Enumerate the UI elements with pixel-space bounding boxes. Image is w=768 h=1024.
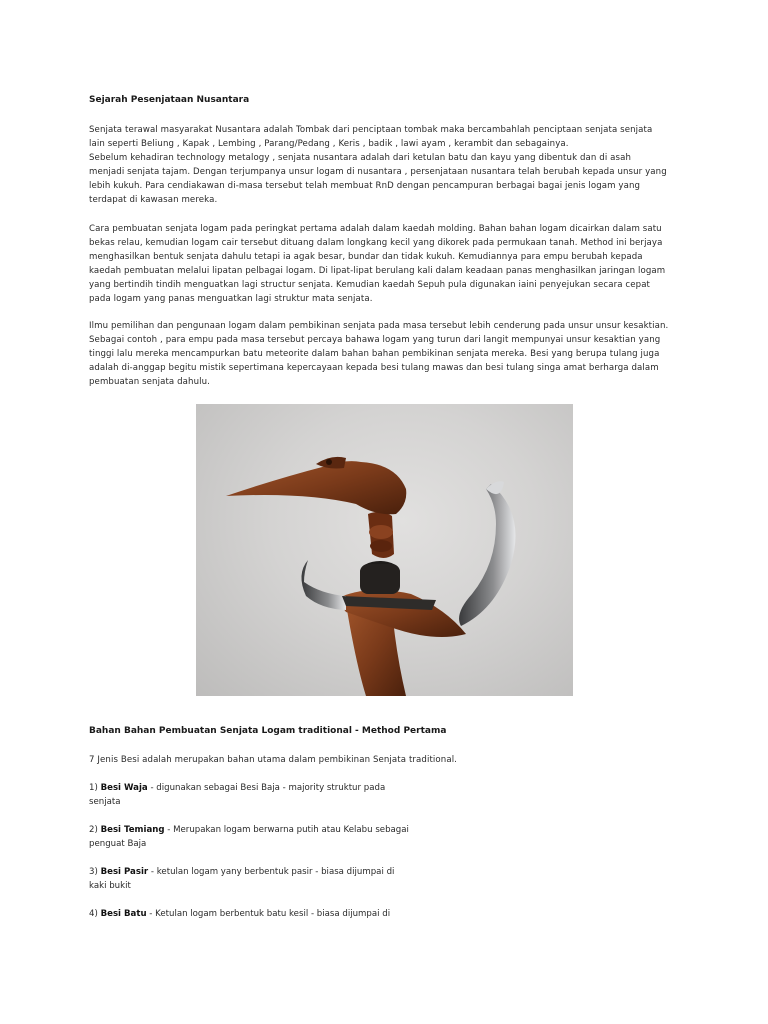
list-item-line: senjata [89, 797, 121, 807]
text-line: lebih kukuh. Para cendiakawan di-masa tersebut telah membuat RnD dengan pencampuran berbagai bagai jenis logam yang [89, 181, 641, 191]
kerambit-photo [196, 404, 573, 696]
kerambit-illustration [196, 404, 573, 696]
section-heading: Bahan Bahan Pembuatan Senjata Logam traditional - Method Pertama [89, 726, 447, 736]
list-item [89, 865, 419, 893]
text-line: Ilmu pemilihan dan pengunaan logam dalam pembikinan senjata pada masa tersebut lebih cenderung pada unsur unsur kesaktian. [89, 321, 669, 331]
text-line: adalah di-anggap begitu mistik sepertimana kepercayaan kepada besi tulang mawas dan besi tulang singa amat berharga dalam [89, 363, 659, 373]
item-name: Besi Batu [100, 909, 147, 919]
item-number: 1) [89, 783, 98, 793]
text-line: Senjata terawal masyarakat Nusantara adalah Tombak dari penciptaan tombak maka bercambahlah penciptaan senjata senjata [89, 125, 653, 135]
paragraph-3 [89, 319, 685, 389]
item-description: - digunakan sebagai Besi Baja - majority struktur pada [147, 783, 386, 793]
list-item [89, 907, 419, 921]
list-item-line [89, 907, 419, 921]
item-description: - Ketulan logam berbentuk batu kesil - biasa dijumpai di [146, 909, 391, 919]
item-description: - ketulan logam yany berbentuk pasir - biasa dijumpai di [148, 867, 395, 877]
item-number: 2) [89, 825, 98, 835]
text-line: menjadi senjata tajam. Dengan terjumpanya unsur logam di nusantara , persenjataan nusantara telah berubah kepada unsur yang [89, 167, 667, 177]
list-item-line [89, 823, 419, 837]
text-line: Cara pembuatan senjata logam pada peringkat pertama adalah dalam kaedah molding. Bahan bahan logam dicairkan dalam satu [89, 224, 662, 234]
paragraph-1 [89, 123, 685, 207]
text-line: Sebagai contoh , para empu pada masa tersebut percaya bahawa logam yang turun dari langit mempunyai unsur kesaktian yang [89, 335, 661, 345]
item-number: 3) [89, 867, 98, 877]
item-name: Besi Temiang [100, 825, 165, 835]
list-item [89, 781, 419, 809]
text-line: kaedah pembuatan melalui lipatan pelbagai logam. Di lipat-lipat berulang kali dalam keadaan panas menghasilkan jaringan logam [89, 266, 666, 276]
item-name: Besi Waja [100, 783, 148, 793]
paragraph-2 [89, 222, 685, 306]
text-line: lain seperti Beliung , Kapak , Lembing , Parang/Pedang , Keris , badik , lawi ayam , kerambit dan sebagainya. [89, 139, 569, 149]
list-item-line [89, 781, 419, 795]
item-name: Besi Pasir [100, 867, 149, 877]
text-line: yang bertindih tindih menguatkan lagi structur senjata. Kemudian kaedah Sepuh pula digunakan iaini penyejukan secara cepat [89, 280, 651, 290]
text-line: pada logam yang panas menguatkan lagi struktur mata senjata. [89, 294, 373, 304]
page-title: Sejarah Pesenjataan Nusantara [89, 95, 250, 105]
item-description: - Merupakan logam berwarna putih atau Kelabu sebagai [164, 825, 409, 835]
item-number: 4) [89, 909, 98, 919]
text-line: pembuatan senjata dahulu. [89, 377, 211, 387]
list-item-line [89, 865, 419, 879]
list-item [89, 823, 419, 851]
list-item-line: kaki bukit [89, 881, 131, 891]
text-line: bekas relau, kemudian logam cair tersebut dituang dalam longkang kecil yang dikorek pada permukaan tanah. Method ini berjaya [89, 238, 663, 248]
text-line: menghasilkan bentuk senjata dahulu tetapi ia agak besar, bundar dan tidak kukuh. Kemudiannya para empu berubah kepada [89, 252, 643, 262]
text-line: Sebelum kehadiran technology metalogy , senjata nusantara adalah dari ketulan batu dan kayu yang dibentuk dan di asah [89, 153, 632, 163]
list-item-line: penguat Baja [89, 839, 147, 849]
intro-text: 7 Jenis Besi adalah merupakan bahan utama dalam pembikinan Senjata traditional. [89, 755, 458, 765]
text-line: tinggi lalu mereka mencampurkan batu meteorite dalam bahan bahan pembikinan senjata mereka. Besi yang berupa tulang juga [89, 349, 660, 359]
text-line: terdapat di kawasan mereka. [89, 195, 218, 205]
